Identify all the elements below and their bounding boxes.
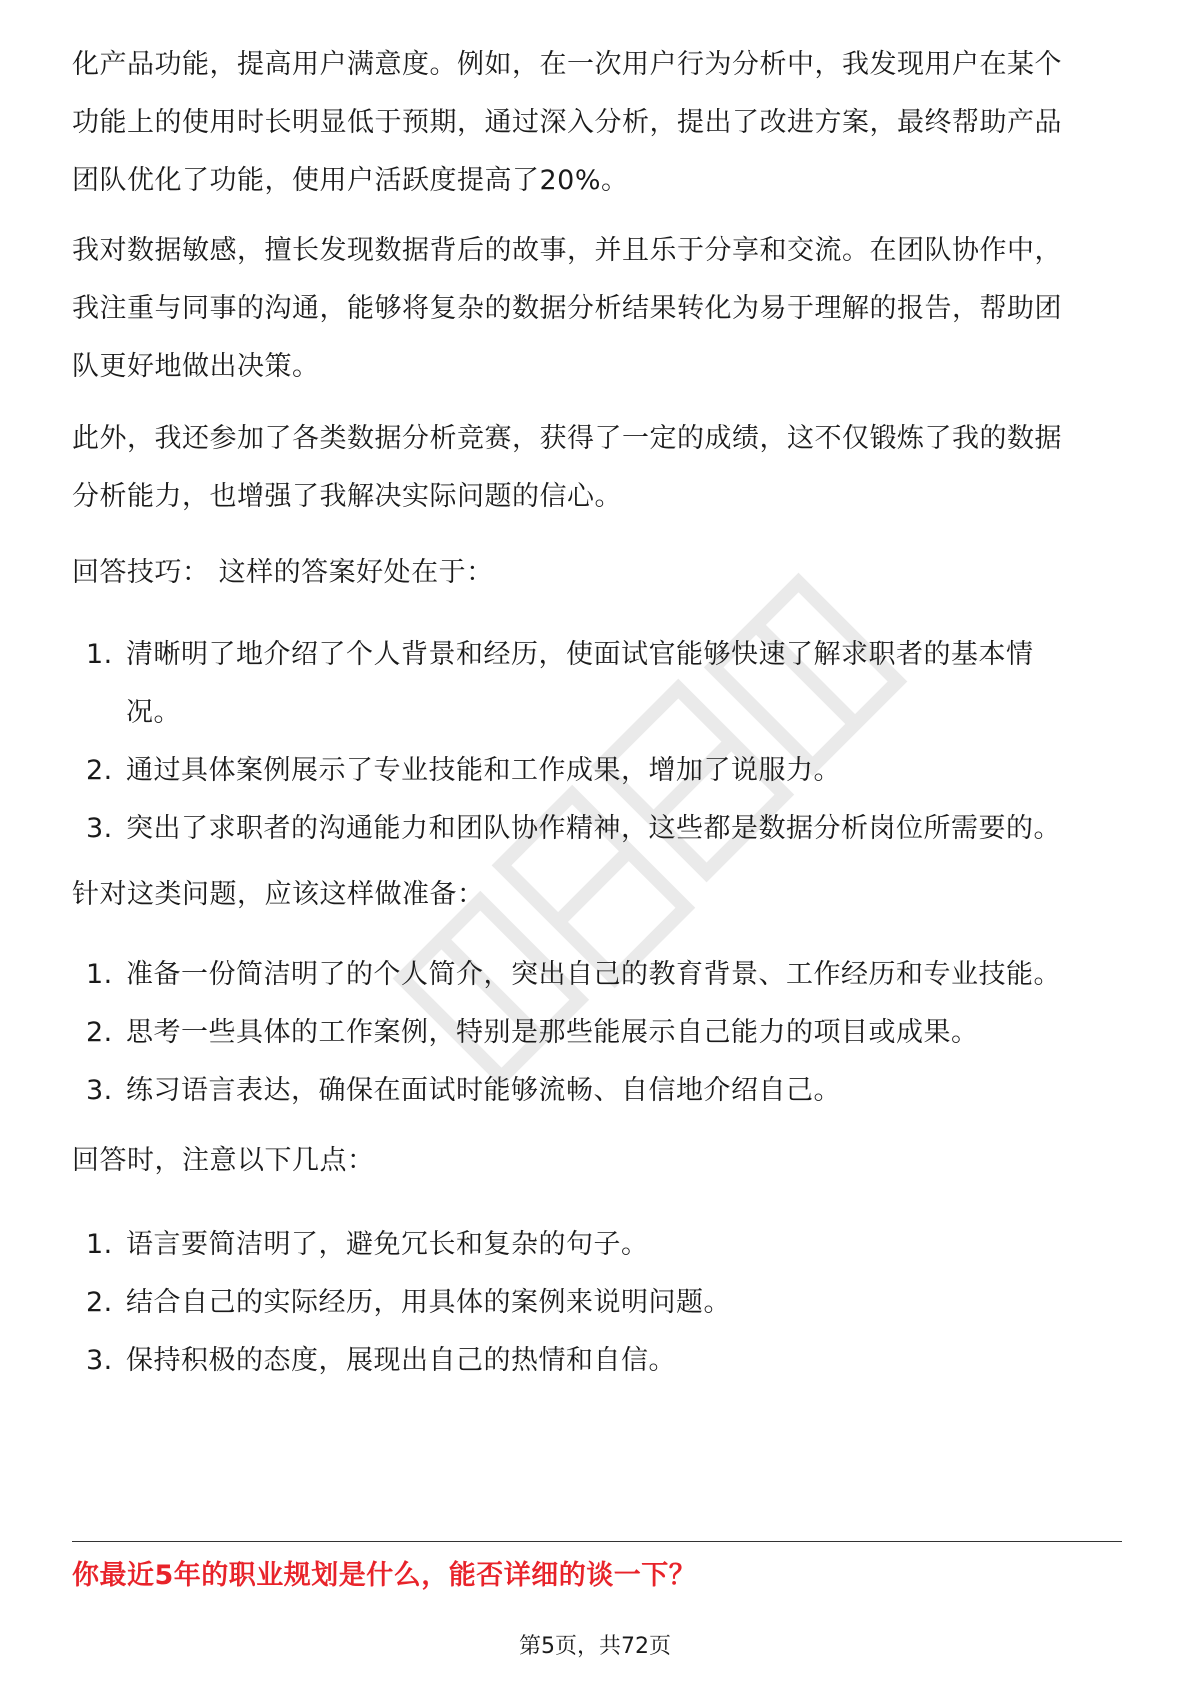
list-item [72,1332,1122,1390]
list-item [72,1216,1122,1274]
next-question-heading: 你最近5年的职业规划是什么，能否详细的谈一下？ [72,1560,697,1591]
extra-line: 此外，我还参加了各类数据分析竞赛，获得了一定的成绩，这不仅锻炼了我的数据 [72,423,1062,454]
extra-line: 分析能力，也增强了我解决实际问题的信心。 [72,481,622,512]
strengths-line: 我对数据敏感，擅长发现数据背后的故事，并且乐于分享和交流。在团队协作中， [72,235,1062,266]
tips-heading: 回答技巧： 这样的答案好处在于： [72,557,494,588]
intro-paragraph [72,36,1122,210]
list-item [72,1274,1122,1332]
list-number: 1. [86,639,113,670]
list-item-text: 语言要简洁明了，避免冗长和复杂的句子。 [126,1229,649,1260]
strengths-paragraph [72,222,1122,396]
list-item [72,800,1122,858]
intro-line: 功能上的使用时长明显低于预期，通过深入分析，提出了改进方案，最终帮助产品 [72,107,1062,138]
prep-list [72,946,1122,1120]
list-item [72,742,1122,800]
extra-paragraph [72,410,1122,526]
section-divider [72,1541,1122,1542]
list-item [72,1004,1122,1062]
list-item [72,946,1122,1004]
list-number: 2. [86,1017,113,1048]
page-footer: 第5页，共72页 [519,1634,671,1659]
list-number: 2. [86,755,113,786]
prep-heading: 针对这类问题，应该这样做准备： [72,879,485,910]
list-item-text: 通过具体案例展示了专业技能和工作成果，增加了说服力。 [126,755,841,786]
list-item-text: 准备一份简洁明了的个人简介，突出自己的教育背景、工作经历和专业技能。 [126,959,1061,990]
strengths-line: 我注重与同事的沟通，能够将复杂的数据分析结果转化为易于理解的报告，帮助团 [72,293,1062,324]
list-item-text: 保持积极的态度，展现出自己的热情和自信。 [126,1345,676,1376]
list-number: 1. [86,959,113,990]
list-number: 2. [86,1287,113,1318]
list-item [72,626,1122,742]
list-number: 1. [86,1229,113,1260]
list-item-text: 结合自己的实际经历，用具体的案例来说明问题。 [126,1287,731,1318]
list-number: 3. [86,1075,113,1106]
intro-line: 团队优化了功能，使用户活跃度提高了20%。 [72,165,629,196]
list-number: 3. [86,813,113,844]
strengths-line: 队更好地做出决策。 [72,351,320,382]
tips-list [72,626,1122,858]
intro-line: 化产品功能，提高用户满意度。例如，在一次用户行为分析中，我发现用户在某个 [72,49,1062,80]
list-item-text: 况。 [126,697,181,728]
list-item-text: 突出了求职者的沟通能力和团队协作精神，这些都是数据分析岗位所需要的。 [126,813,1061,844]
list-item-text: 清晰明了地介绍了个人背景和经历，使面试官能够快速了解求职者的基本情 [126,639,1034,670]
list-item-text: 思考一些具体的工作案例，特别是那些能展示自己能力的项目或成果。 [126,1017,979,1048]
notes-heading: 回答时，注意以下几点： [72,1145,375,1176]
notes-list [72,1216,1122,1390]
list-item-text: 练习语言表达，确保在面试时能够流畅、自信地介绍自己。 [126,1075,841,1106]
list-item [72,1062,1122,1120]
list-number: 3. [86,1345,113,1376]
